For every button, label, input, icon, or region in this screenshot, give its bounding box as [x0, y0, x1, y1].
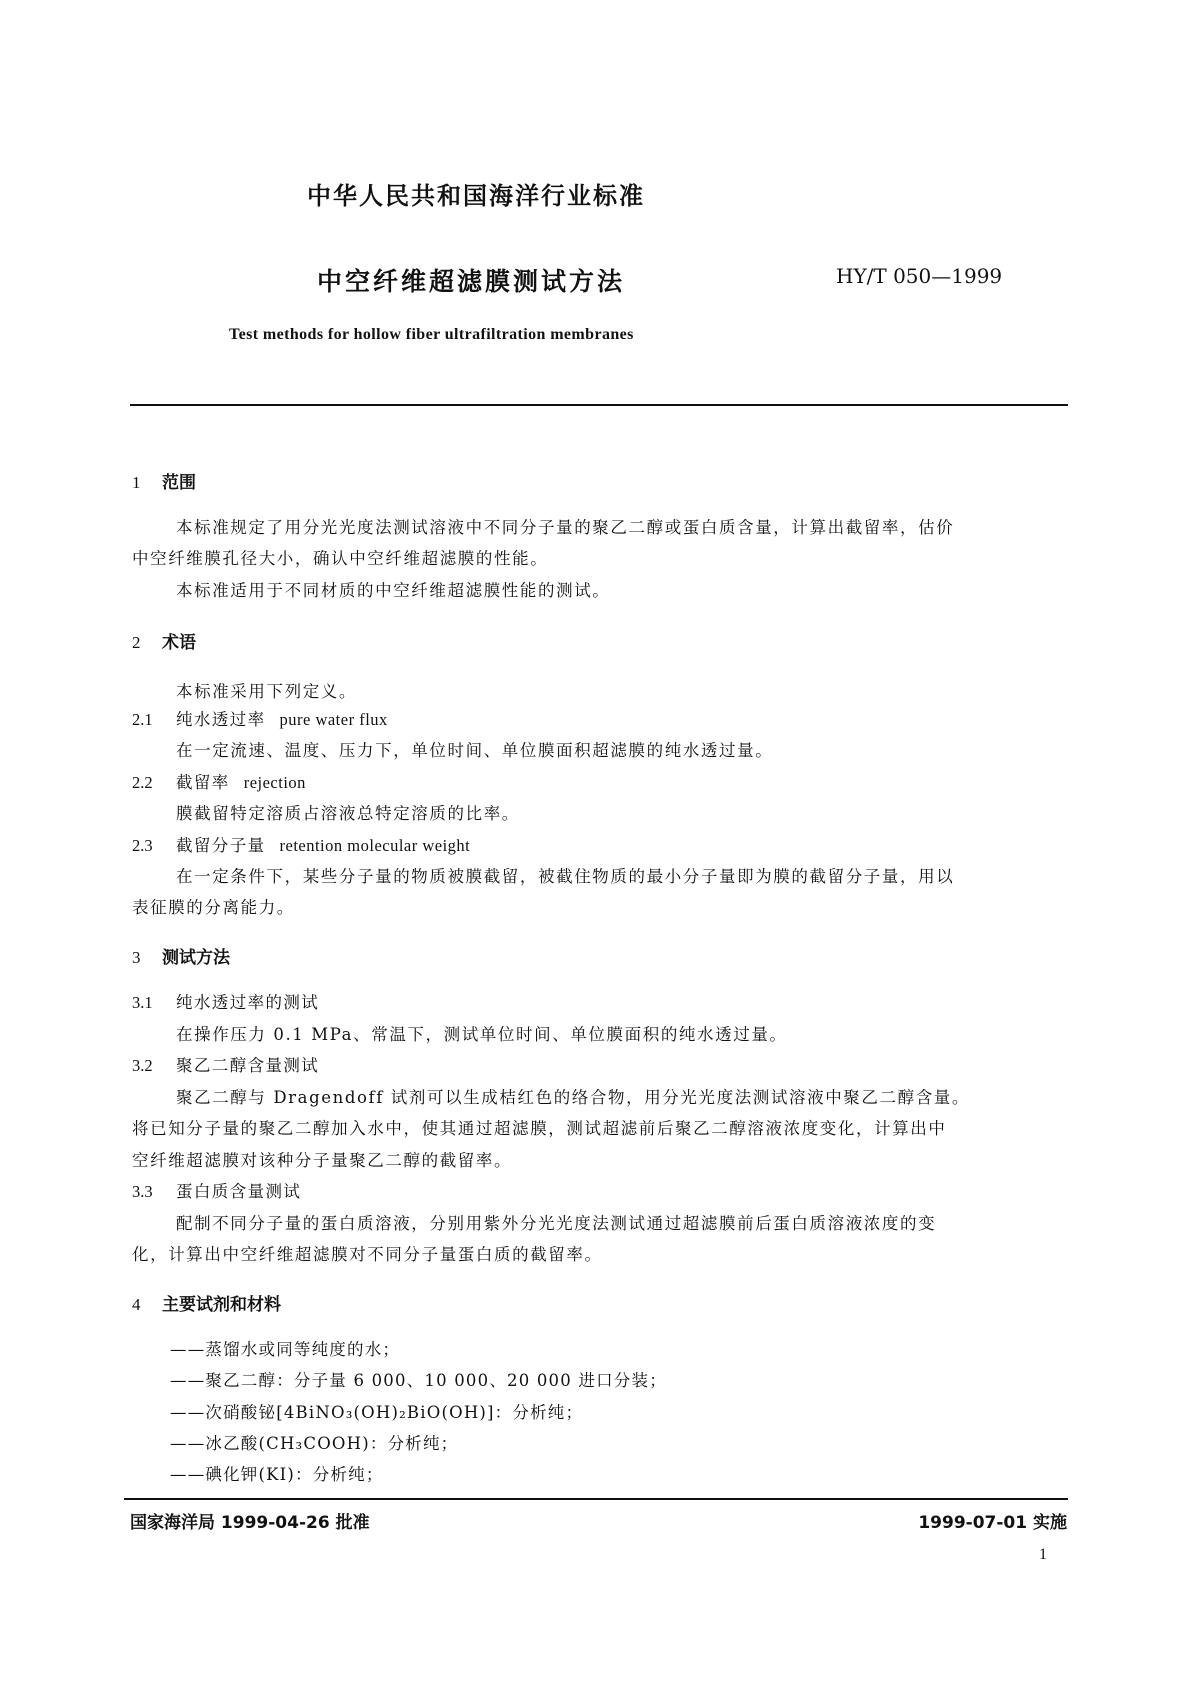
subsection-3-2-heading: 3.2 聚乙二醇含量测试	[132, 1056, 320, 1075]
subsection-3-1-heading: 3.1 纯水透过率的测试	[132, 993, 320, 1012]
standard-heading: 中华人民共和国海洋行业标准	[307, 182, 645, 210]
standard-code: HY/T 050—1999	[836, 264, 1003, 288]
term-cn: 截留率	[176, 773, 230, 792]
list-item: ——碘化钾(KI)：分析纯；	[170, 1465, 384, 1484]
section-1-paragraph-2: 本标准适用于不同材质的中空纤维超滤膜性能的测试。	[176, 581, 611, 600]
implementation-date: 1999-07-01 实施	[918, 1513, 1067, 1533]
term-en: retention molecular weight	[279, 836, 471, 855]
term-cn: 纯水透过率	[176, 710, 266, 729]
section-number: 3	[132, 948, 141, 967]
subsection-3-2-text-line-3: 空纤维超滤膜对该种分子量聚乙二醇的截留率。	[132, 1151, 513, 1170]
subsection-3-1-text: 在操作压力 0.1 MPa、常温下，测试单位时间、单位膜面积的纯水透过量。	[176, 1025, 788, 1044]
list-item: ——蒸馏水或同等纯度的水；	[170, 1340, 401, 1359]
section-title: 范围	[162, 473, 196, 493]
section-number: 1	[132, 473, 141, 492]
section-number: 4	[132, 1295, 141, 1314]
subsection-2-1-heading: 2.1 纯水透过率 pure water flux	[132, 710, 388, 729]
approval-date: 国家海洋局 1999-04-26 批准	[130, 1513, 370, 1533]
section-title: 术语	[162, 633, 196, 653]
document-title-cn: 中空纤维超滤膜测试方法	[317, 267, 626, 296]
subsection-2-2-definition: 膜截留特定溶质占溶液总特定溶质的比率。	[176, 804, 520, 823]
term-cn: 截留分子量	[176, 836, 266, 855]
page-number: 1	[1039, 1546, 1047, 1563]
subsection-3-2-text-line-1: 聚乙二醇与 Dragendoff 试剂可以生成桔红色的络合物，用分光光度法测试溶液中聚乙二醇含量。	[176, 1088, 971, 1107]
subsection-3-3-heading: 3.3 蛋白质含量测试	[132, 1182, 302, 1201]
section-number: 2	[132, 633, 141, 652]
list-item: ——冰乙酸(CH₃COOH)：分析纯；	[170, 1434, 459, 1453]
subsection-3-2-text-line-2: 将已知分子量的聚乙二醇加入水中，使其通过超滤膜，测试超滤前后聚乙二醇溶液浓度变化，计算出中	[132, 1119, 947, 1138]
header-divider	[130, 404, 1068, 406]
section-title: 主要试剂和材料	[162, 1295, 281, 1315]
subsection-2-3-heading: 2.3 截留分子量 retention molecular weight	[132, 836, 471, 855]
subsection-2-1-definition: 在一定流速、温度、压力下，单位时间、单位膜面积超滤膜的纯水透过量。	[176, 741, 774, 760]
list-item: ——次硝酸铋[4BiNO₃(OH)₂BiO(OH)]：分析纯；	[170, 1403, 584, 1422]
subsection-3-3-text-line-1: 配制不同分子量的蛋白质溶液，分别用紫外分光光度法测试通过超滤膜前后蛋白质溶液浓度的变	[176, 1214, 937, 1233]
list-item: ——聚乙二醇：分子量 6 000、10 000、20 000 进口分装；	[170, 1371, 667, 1390]
section-4-heading	[132, 1290, 281, 1315]
section-2-intro: 本标准采用下列定义。	[176, 682, 357, 701]
term-en: pure water flux	[279, 710, 388, 729]
section-2-heading	[132, 628, 196, 653]
section-1-paragraph-1-line-2: 中空纤维膜孔径大小，确认中空纤维超滤膜的性能。	[132, 549, 549, 568]
section-1-paragraph-1-line-1: 本标准规定了用分光光度法测试溶液中不同分子量的聚乙二醇或蛋白质含量，计算出截留率，估价	[176, 518, 955, 537]
subsection-3-3-text-line-2: 化，计算出中空纤维超滤膜对不同分子量蛋白质的截留率。	[132, 1245, 603, 1264]
subsection-2-3-definition-line-1: 在一定条件下，某些分子量的物质被膜截留，被截住物质的最小分子量即为膜的截留分子量，用以	[176, 867, 955, 886]
section-1-heading	[132, 468, 196, 493]
section-3-heading	[132, 943, 230, 968]
subsection-2-3-definition-line-2: 表征膜的分离能力。	[132, 898, 295, 917]
footer-divider	[124, 1498, 1068, 1500]
section-title: 测试方法	[162, 948, 230, 968]
term-en: rejection	[243, 773, 306, 792]
subsection-2-2-heading: 2.2 截留率 rejection	[132, 773, 306, 792]
document-title-en: Test methods for hollow fiber ultrafiltration membranes	[229, 326, 634, 343]
